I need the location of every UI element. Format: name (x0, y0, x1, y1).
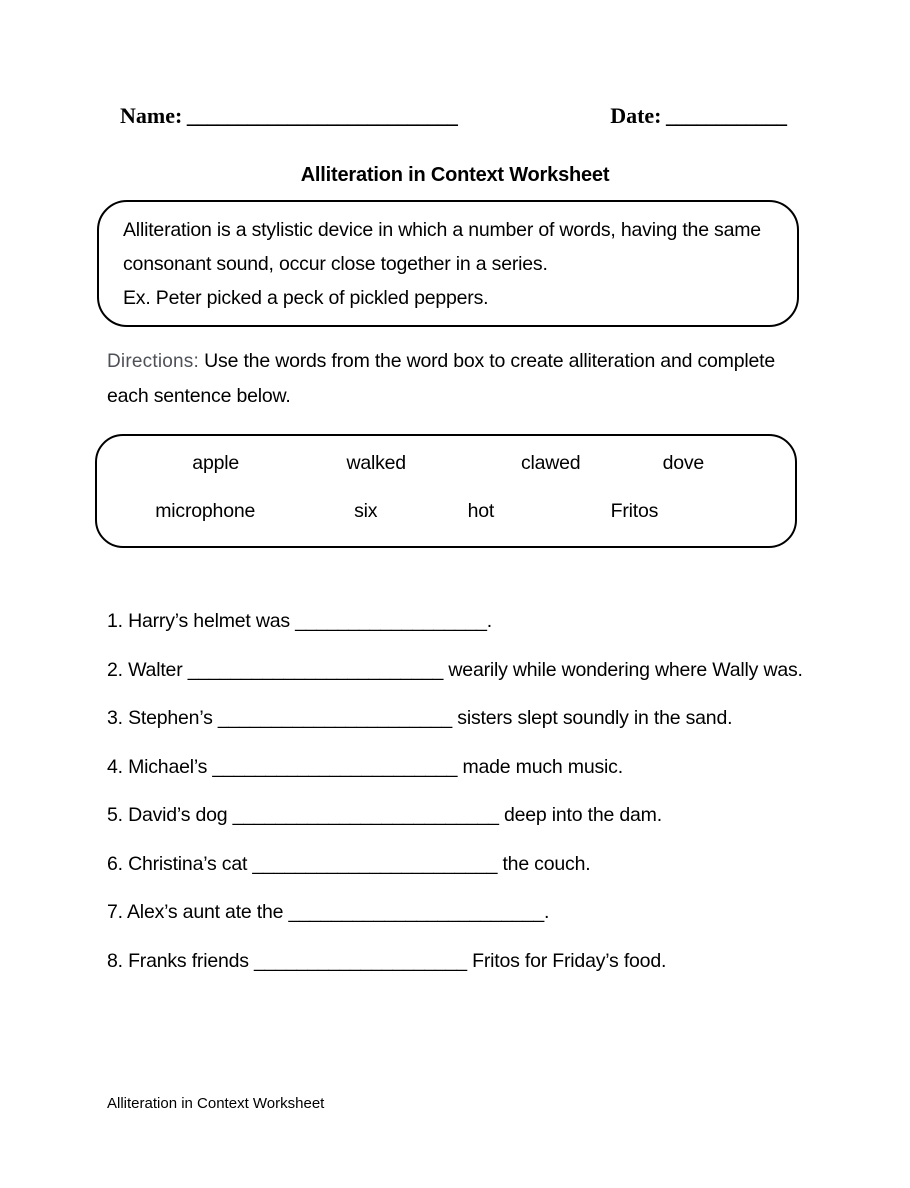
date-label: Date: (610, 103, 662, 128)
word-bank-item: walked (346, 452, 406, 474)
name-field (120, 103, 457, 129)
word-bank-item: six (354, 500, 378, 522)
name-label: Name: (120, 103, 183, 128)
directions (107, 344, 805, 413)
sentence-item: 2. Walter ________________________ wearily while wondering where Wally was. (107, 658, 803, 681)
sentence-item: 3. Stephen’s ______________________ sisters slept soundly in the sand. (107, 707, 733, 729)
directions-text: Use the words from the word box to create alliteration and complete each sentence below. (107, 350, 775, 407)
word-bank-item: microphone (155, 500, 256, 522)
date-blank-line: ____________ (661, 103, 786, 128)
word-bank-item: Fritos (610, 500, 659, 522)
definition-example: Ex. Peter picked a peck of pickled peppers. (123, 287, 489, 309)
page-title: Alliteration in Context Worksheet (300, 164, 610, 186)
word-bank-item: clawed (520, 452, 581, 474)
footer-title: Alliteration in Context Worksheet (107, 1095, 325, 1112)
definition-box (97, 200, 799, 327)
sentence-item: 6. Christina’s cat _______________________ the couch. (107, 852, 591, 875)
word-box (95, 434, 797, 548)
sentence-item: 4. Michael’s _______________________ made much music. (107, 755, 623, 778)
sentence-item: 1. Harry’s helmet was __________________. (107, 610, 492, 632)
word-bank-item: apple (192, 452, 240, 474)
sentence-item: 7. Alex’s aunt ate the ________________________. (107, 901, 550, 923)
directions-label: Directions: (107, 351, 199, 372)
sentence-item: 5. David’s dog _________________________ deep into the dam. (107, 804, 662, 826)
sentence-item: 8. Franks friends ____________________ Fritos for Friday’s food. (107, 949, 667, 972)
definition-text: Alliteration is a stylistic device in which a number of words, having the same consonant sound, occur close together in a series. (123, 219, 761, 275)
word-bank-item: dove (662, 452, 705, 474)
date-field (610, 103, 786, 129)
sentence-list (107, 604, 803, 992)
name-blank-line: ___________________________ (182, 103, 457, 128)
header-row (120, 103, 786, 129)
word-bank-item: hot (467, 500, 495, 522)
